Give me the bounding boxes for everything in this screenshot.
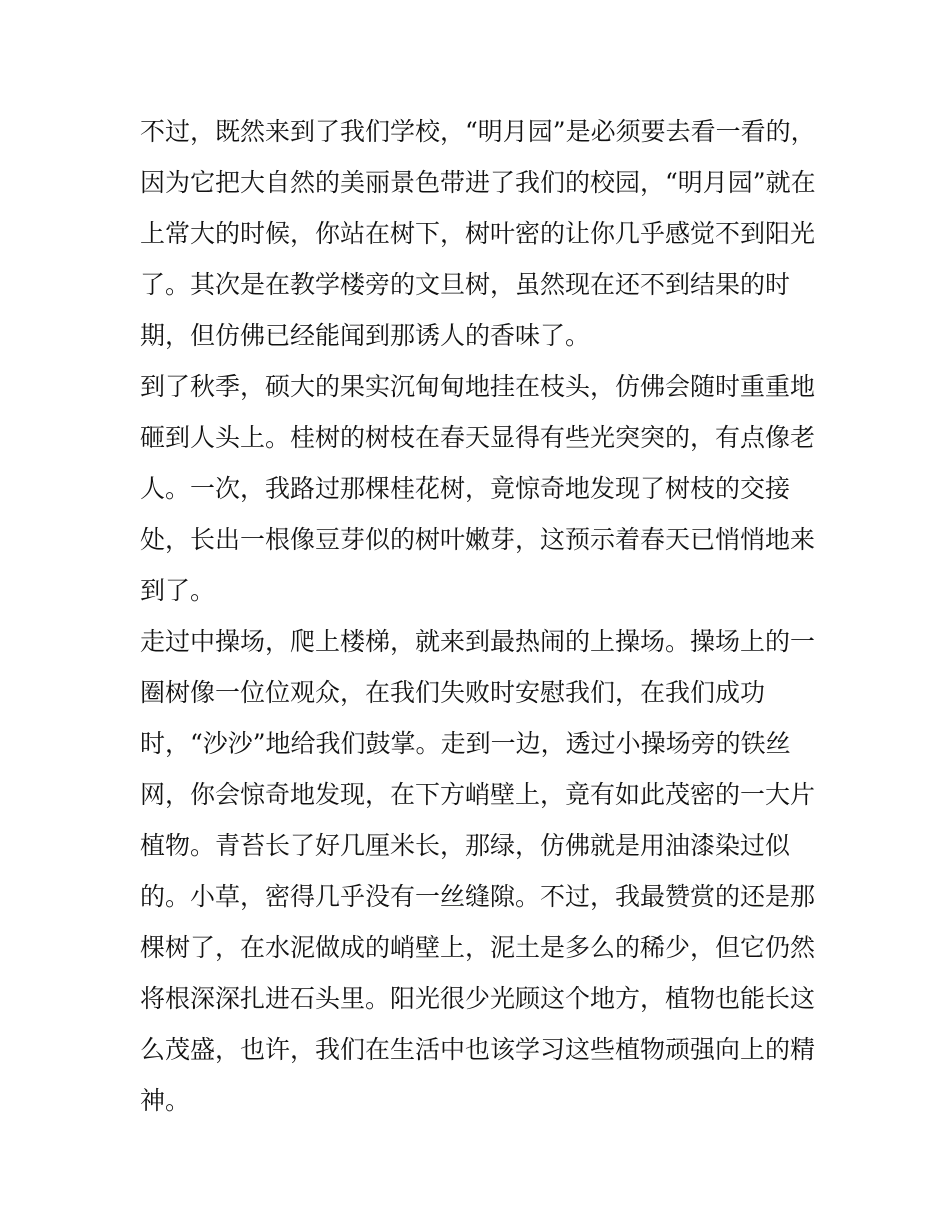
text-line: 不过，既然来到了我们学校，“明月园”是必须要去看一看的， <box>140 117 816 146</box>
text-line: 时，“沙沙”地给我们鼓掌。走到一边，透过小操场旁的铁丝 <box>140 729 791 758</box>
text-line: 处，长出一根像豆芽似的树叶嫩芽，这预示着春天已悄悄地来 <box>140 525 816 554</box>
text-line: 砸到人头上。桂树的树枝在春天显得有些光突突的，有点像老 <box>140 423 816 452</box>
text-line: 人。一次，我路过那棵桂花树，竟惊奇地发现了树枝的交接 <box>140 474 791 503</box>
body-text <box>140 106 830 1126</box>
text-line: 上常大的时候，你站在树下，树叶密的让你几乎感觉不到阳光 <box>140 219 816 248</box>
text-line: 神。 <box>140 1086 191 1115</box>
text-line: 到了秋季，硕大的果实沉甸甸地挂在枝头，仿佛会随时重重地 <box>140 372 816 401</box>
text-line: 的。小草，密得几乎没有一丝缝隙。不过，我最赞赏的还是那 <box>140 882 816 911</box>
text-line: 走过中操场，爬上楼梯，就来到最热闹的上操场。操场上的一 <box>140 627 816 656</box>
text-line: 圈树像一位位观众，在我们失败时安慰我们，在我们成功 <box>140 678 766 707</box>
text-line: 将根深深扎进石头里。阳光很少光顾这个地方，植物也能长这 <box>140 984 816 1013</box>
text-line: 了。其次是在教学楼旁的文旦树，虽然现在还不到结果的时 <box>140 270 791 299</box>
text-line: 么茂盛，也许，我们在生活中也该学习这些植物顽强向上的精 <box>140 1035 816 1064</box>
text-line: 到了。 <box>140 576 216 605</box>
text-line: 棵树了，在水泥做成的峭壁上，泥土是多么的稀少，但它仍然 <box>140 933 816 962</box>
text-line: 植物。青苔长了好几厘米长，那绿，仿佛就是用油漆染过似 <box>140 831 791 860</box>
text-line: 期，但仿佛已经能闻到那诱人的香味了。 <box>140 321 591 350</box>
text-line: 因为它把大自然的美丽景色带进了我们的校园，“明月园”就在 <box>140 168 816 197</box>
text-line: 网，你会惊奇地发现，在下方峭壁上，竟有如此茂密的一大片 <box>140 780 816 809</box>
